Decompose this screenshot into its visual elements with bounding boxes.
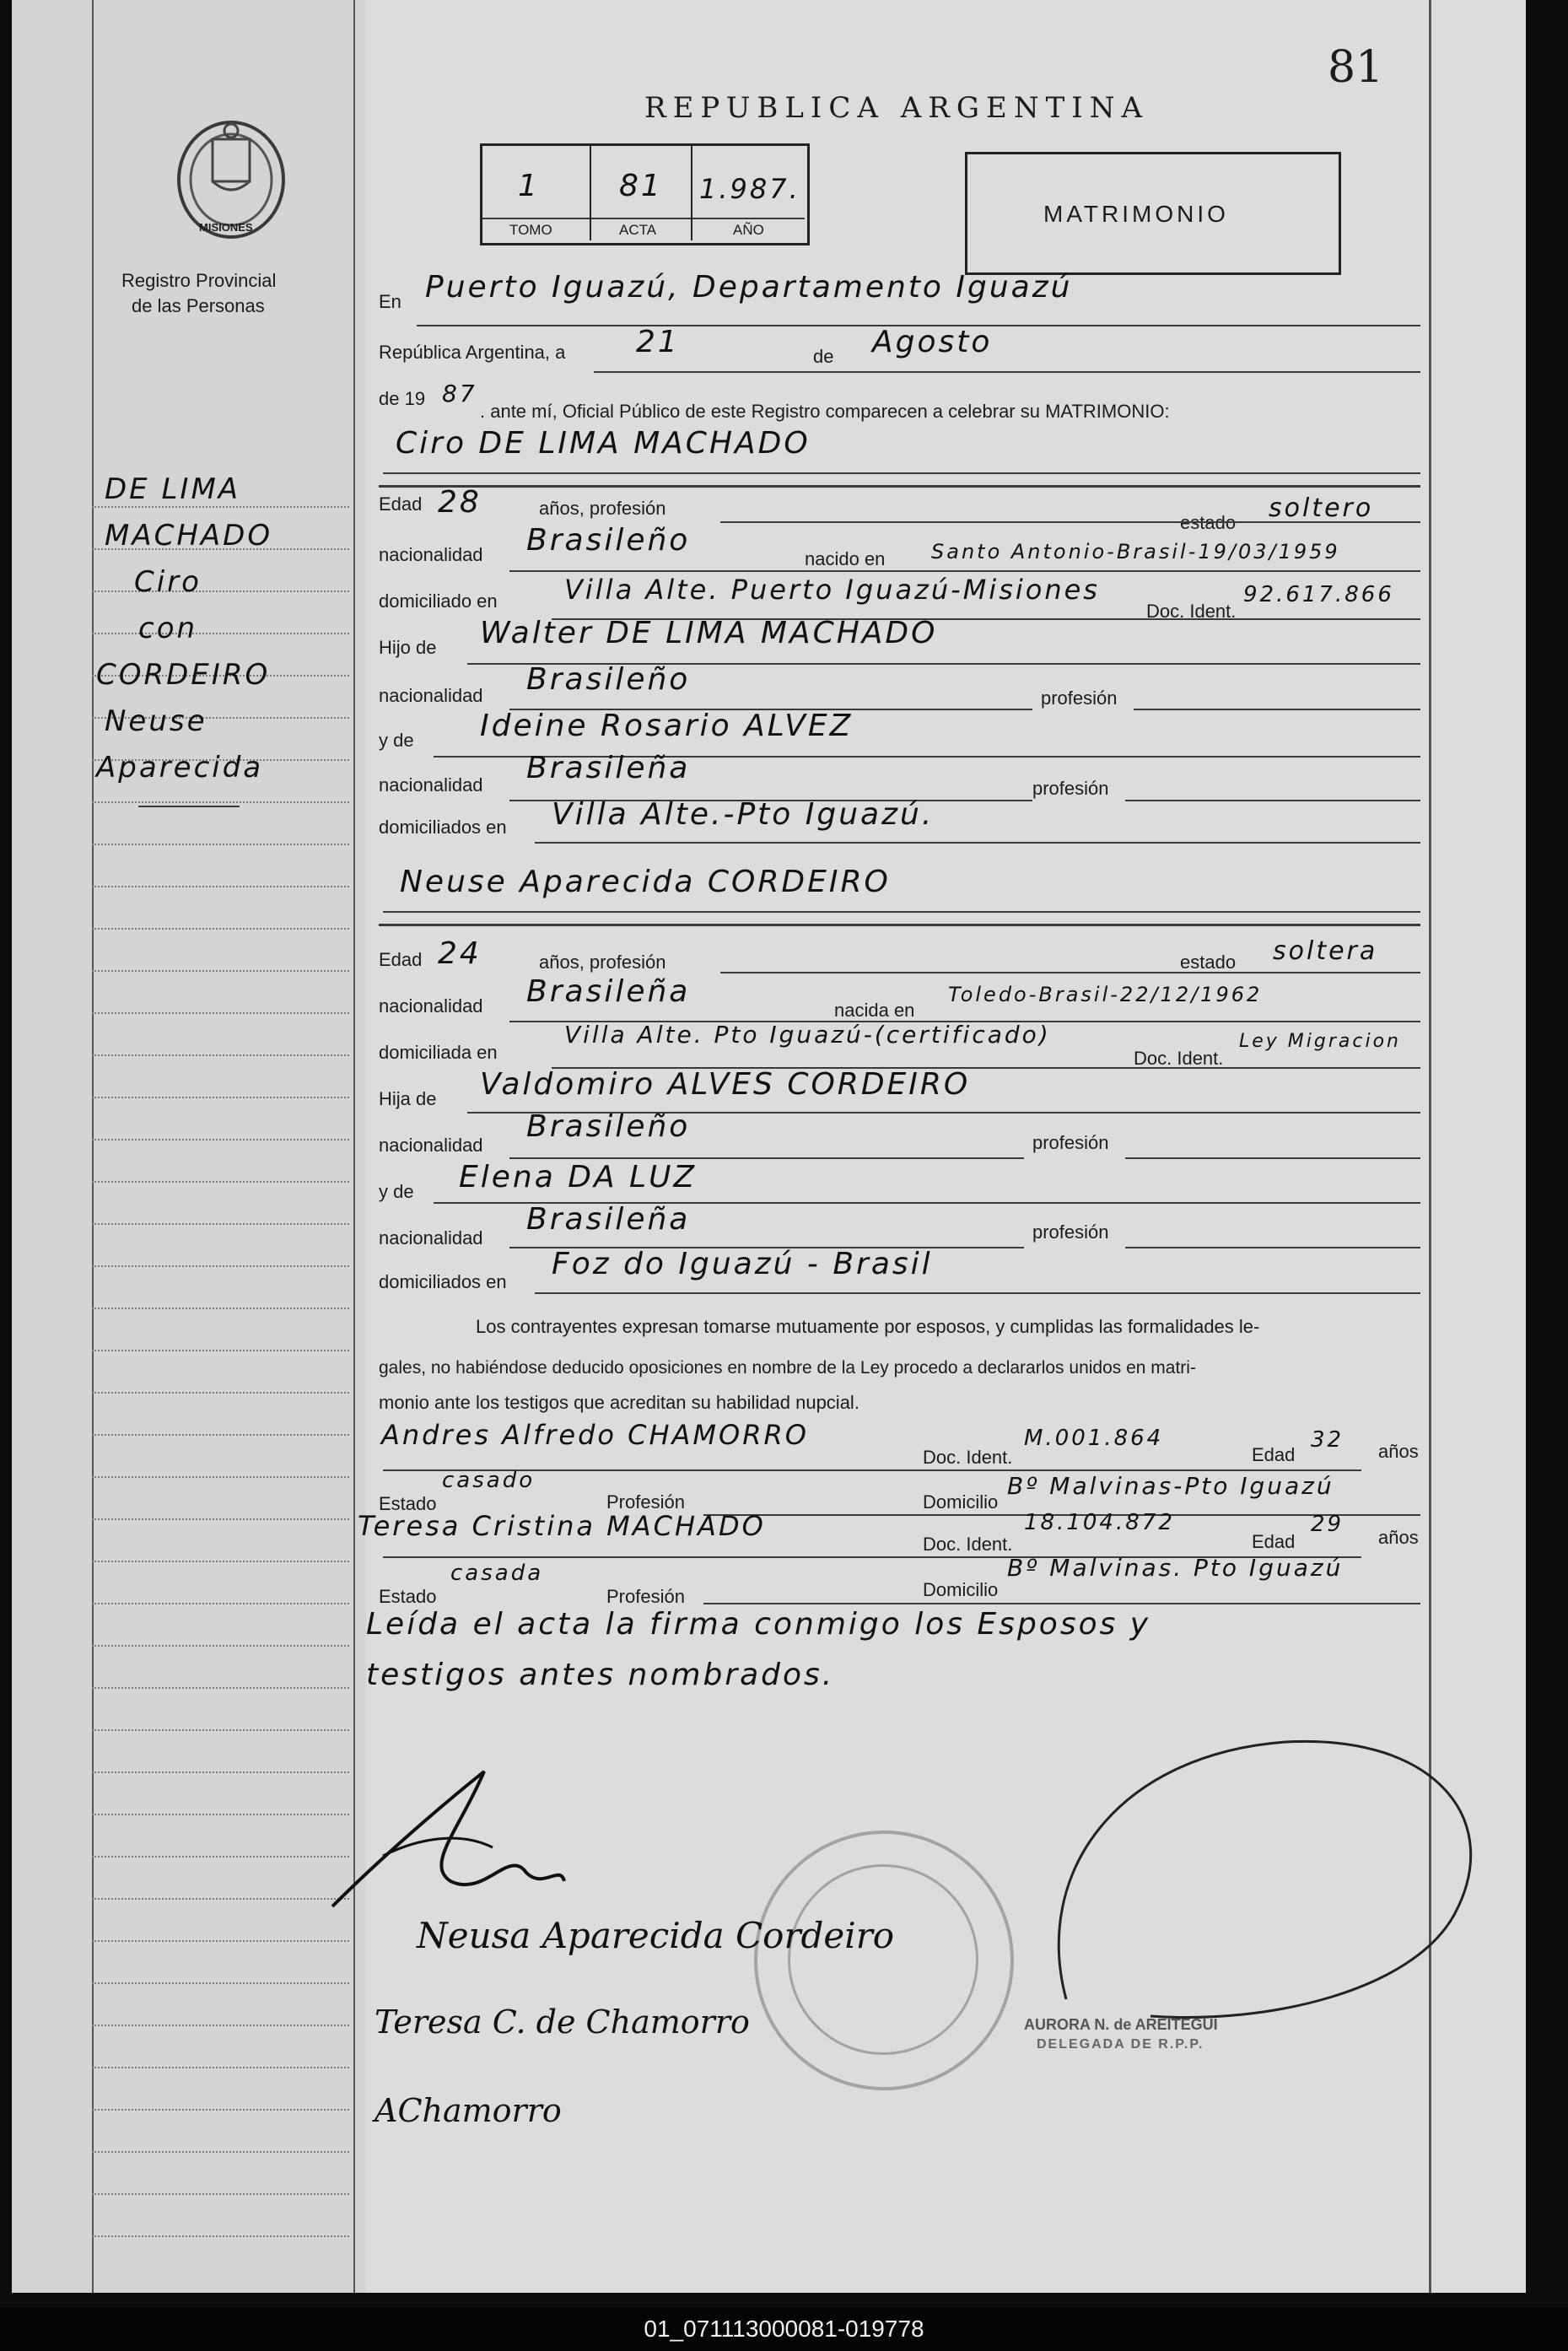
margin-dotted-line	[92, 801, 349, 803]
groom-father-prof-label: profesión	[1041, 688, 1118, 709]
witness1-age: 32	[1311, 1427, 1344, 1453]
margin-note-line: con	[138, 612, 198, 645]
margin-dotted-line	[92, 633, 349, 634]
section-divider	[379, 485, 1420, 488]
bride-nationality: Brasileña	[526, 974, 691, 1009]
date-rule	[594, 371, 1420, 373]
margin-dotted-line	[92, 1392, 349, 1394]
large-signature-loop	[1016, 1721, 1513, 2041]
rule	[720, 521, 1420, 523]
bride-father-nat-label: nacionalidad	[379, 1135, 483, 1156]
day-value: 21	[636, 325, 680, 359]
bride-mother-prof-label: profesión	[1032, 1221, 1109, 1243]
register-page	[12, 0, 1526, 2293]
witness1-doc: M.001.864	[1024, 1426, 1164, 1451]
witness1-estado-label: Estado	[379, 1493, 437, 1514]
witness2-prof-label: Profesión	[606, 1586, 685, 1607]
margin-dotted-line	[92, 506, 349, 508]
rule	[535, 1292, 1420, 1294]
declaration-line2: gales, no habiéndose deducido oposiciones en nombre de la Ley procedo a declararlos unidos en matri-	[379, 1358, 1196, 1378]
bride-profesion-label: años, profesión	[539, 952, 666, 973]
page-number: 81	[1328, 42, 1384, 93]
de-label: de	[813, 346, 834, 367]
rule	[509, 570, 1420, 572]
witness2-domicilio: Bº Malvinas. Pto Iguazú	[1007, 1554, 1344, 1582]
margin-dotted-line	[92, 2025, 349, 2026]
witness1-estado: casado	[442, 1468, 536, 1493]
margin-note-line: CORDEIRO	[96, 658, 271, 692]
margin-note-line: Neuse	[105, 704, 207, 738]
bride-father-nat: Brasileño	[526, 1109, 691, 1144]
bride-born: Toledo-Brasil-22/12/1962	[948, 983, 1263, 1006]
margin-dotted-line	[92, 1603, 349, 1604]
clerk-signature: AChamorro	[374, 2092, 562, 2129]
witness1-domicilio: Bº Malvinas-Pto Iguazú	[1007, 1472, 1334, 1500]
margin-dotted-line	[92, 1561, 349, 1562]
margin-dotted-line	[92, 1054, 349, 1056]
bride-signature: Neusa Aparecida Cordeiro	[417, 1915, 895, 1956]
margin-dotted-line	[92, 1350, 349, 1351]
bride-name-rule	[383, 911, 1420, 913]
groom-yde-label: y de	[379, 730, 414, 751]
rule	[509, 1157, 1024, 1159]
bride-hija-label: Hija de	[379, 1088, 437, 1109]
bride-parents-dom-label: domiciliados en	[379, 1271, 507, 1292]
rule	[1125, 1157, 1420, 1159]
rule	[1125, 1247, 1420, 1248]
register-box-divider	[482, 218, 805, 219]
bride-yde-label: y de	[379, 1181, 414, 1202]
witness1-edad-label: Edad	[1252, 1444, 1296, 1465]
margin-dotted-line	[92, 1012, 349, 1014]
groom-doc: 92.617.866	[1243, 582, 1394, 607]
margin-dotted-line	[92, 1940, 349, 1942]
margin-dotted-line	[92, 590, 349, 592]
bride-parents-domicile: Foz do Iguazú - Brasil	[552, 1247, 933, 1281]
margin-dotted-line	[92, 1181, 349, 1183]
rule	[1125, 800, 1420, 801]
bride-father-prof-label: profesión	[1032, 1132, 1109, 1153]
ano-label: AÑO	[733, 222, 764, 238]
groom-dom-label: domiciliado en	[379, 590, 498, 612]
tomo-value: 1	[518, 169, 540, 203]
witness2-dom-label: Domicilio	[923, 1579, 999, 1600]
margin-column	[12, 0, 366, 2293]
margin-note-line: DE LIMA	[105, 472, 241, 506]
margin-dotted-line	[92, 2067, 349, 2068]
margin-dotted-line	[92, 1645, 349, 1647]
groom-domicile: Villa Alte. Puerto Iguazú-Misiones	[564, 574, 1100, 606]
margin-dotted-line	[92, 1982, 349, 1984]
groom-parents-dom-label: domiciliados en	[379, 817, 507, 838]
bride-domicile: Villa Alte. Pto Iguazú-(certificado)	[564, 1021, 1051, 1049]
margin-dotted-line	[92, 1434, 349, 1436]
witness2-estado: casada	[450, 1561, 544, 1586]
margin-rule-left	[92, 0, 94, 2293]
closing-line2: testigos antes nombrados.	[366, 1658, 835, 1692]
witness2-edad-label: Edad	[1252, 1531, 1296, 1552]
rule	[535, 842, 1420, 844]
margin-dotted-line	[92, 1518, 349, 1520]
place-value: Puerto Iguazú, Departamento Iguazú	[425, 270, 1073, 305]
circular-stamp-inner	[788, 1864, 978, 2055]
witness2-name: Teresa Cristina MACHADO	[358, 1510, 766, 1542]
margin-dotted-line	[92, 1814, 349, 1815]
tomo-label: TOMO	[509, 222, 552, 238]
acta-value: 81	[619, 169, 663, 203]
groom-signature	[315, 1755, 568, 1923]
groom-age: 28	[438, 485, 482, 520]
margin-dotted-line	[92, 928, 349, 930]
witness2-age: 29	[1311, 1512, 1344, 1537]
rule	[720, 972, 1420, 973]
ano-value: 1.987.	[699, 173, 800, 205]
bride-estado-label: estado	[1180, 952, 1237, 973]
official-stamp-line1: AURORA N. de AREITEGUI	[1024, 2016, 1218, 2033]
groom-born: Santo Antonio-Brasil-19/03/1959	[931, 540, 1340, 563]
bride-mother-nat-label: nacionalidad	[379, 1227, 483, 1248]
witness2-estado-label: Estado	[379, 1586, 437, 1607]
acta-label: ACTA	[619, 222, 657, 238]
bride-mother-nat: Brasileña	[526, 1202, 691, 1237]
witness2-anos-label: años	[1378, 1527, 1419, 1548]
year-suffix: 87	[442, 380, 477, 407]
groom-nat-label: nacionalidad	[379, 544, 483, 565]
groom-born-label: nacido en	[805, 548, 886, 569]
bride-born-label: nacida en	[834, 1000, 915, 1021]
margin-dotted-line	[92, 1139, 349, 1140]
margin-dotted-line	[92, 1856, 349, 1858]
bride-name: Neuse Aparecida CORDEIRO	[400, 865, 891, 899]
bride-estado: soltera	[1273, 936, 1378, 966]
register-col-divider	[590, 146, 591, 240]
office-line2: de las Personas	[132, 295, 265, 316]
margin-dotted-line	[92, 1729, 349, 1731]
register-col-divider	[691, 146, 692, 240]
office-line1: Registro Provincial	[121, 270, 277, 291]
bride-doc-label: Doc. Ident.	[1134, 1048, 1224, 1069]
groom-mother-nat-label: nacionalidad	[379, 774, 483, 795]
margin-dotted-line	[92, 844, 349, 845]
margin-dotted-line	[92, 1687, 349, 1689]
bride-mother: Elena DA LUZ	[459, 1160, 698, 1194]
country-heading: REPUBLICA ARGENTINA	[644, 91, 1150, 125]
groom-mother-nat: Brasileña	[526, 751, 691, 785]
groom-name: Ciro DE LIMA MACHADO	[396, 426, 811, 461]
bride-nat-label: nacionalidad	[379, 995, 483, 1016]
groom-father-nat-label: nacionalidad	[379, 685, 483, 706]
margin-dotted-line	[92, 1476, 349, 1478]
margin-note-underline	[138, 806, 240, 807]
official-stamp-line2: DELEGADA DE R.P.P.	[1037, 2037, 1204, 2052]
margin-dotted-line	[92, 970, 349, 972]
witness2-doc-label: Doc. Ident.	[923, 1534, 1013, 1555]
witness1-name: Andres Alfredo CHAMORRO	[381, 1419, 809, 1451]
groom-nationality: Brasileño	[526, 523, 691, 558]
intro-statement: . ante mí, Oficial Público de este Registro comparecen a celebrar su MATRIMONIO:	[480, 401, 1170, 422]
margin-dotted-line	[92, 1308, 349, 1309]
margin-dotted-line	[92, 1771, 349, 1773]
bride-father: Valdomiro ALVES CORDEIRO	[480, 1067, 971, 1102]
republica-label: República Argentina, a	[379, 342, 566, 363]
witness1-doc-label: Doc. Ident.	[923, 1447, 1013, 1468]
bride-doc: Ley Migracion	[1239, 1031, 1402, 1052]
bride-age: 24	[438, 936, 482, 971]
margin-note-line: MACHADO	[105, 519, 273, 553]
image-id: 01_071113000081-019778	[644, 2316, 924, 2342]
footer-bar	[0, 2307, 1568, 2351]
bride-dom-label: domiciliada en	[379, 1042, 498, 1063]
witness1-dom-label: Domicilio	[923, 1491, 999, 1513]
margin-dotted-line	[92, 1265, 349, 1267]
margin-dotted-line	[92, 1097, 349, 1098]
groom-profesion-label: años, profesión	[539, 498, 666, 519]
declaration-line3: monio ante los testigos que acreditan su habilidad nupcial.	[379, 1392, 859, 1413]
margin-note-line: Aparecida	[96, 751, 264, 785]
declaration-line1: Los contrayentes expresan tomarse mutuamente por esposos, y cumplidas las formalidades le-	[476, 1316, 1260, 1337]
witness1-prof-label: Profesión	[606, 1491, 685, 1513]
margin-dotted-line	[92, 886, 349, 887]
witness-signature: Teresa C. de Chamorro	[374, 2003, 750, 2041]
bride-edad-label: Edad	[379, 949, 423, 970]
groom-father-nat: Brasileño	[526, 662, 691, 697]
groom-parents-domicile: Villa Alte.-Pto Iguazú.	[552, 797, 935, 832]
groom-doc-label: Doc. Ident.	[1146, 601, 1237, 622]
record-type: MATRIMONIO	[1043, 201, 1229, 227]
section-divider	[379, 924, 1420, 926]
month-value: Agosto	[872, 325, 993, 359]
groom-father: Walter DE LIMA MACHADO	[480, 616, 938, 650]
groom-edad-label: Edad	[379, 493, 423, 515]
year-prefix: de 19	[379, 388, 426, 409]
margin-dotted-line	[92, 2193, 349, 2195]
groom-estado-label: estado	[1180, 512, 1237, 533]
groom-name-rule	[383, 472, 1420, 474]
margin-dotted-line	[92, 1898, 349, 1900]
witness1-anos-label: años	[1378, 1441, 1419, 1462]
margin-dotted-line	[92, 2235, 349, 2237]
margin-dotted-line	[92, 2151, 349, 2153]
groom-mother-prof-label: profesión	[1032, 778, 1109, 799]
groom-estado: soltero	[1269, 493, 1374, 523]
margin-note-line: Ciro	[134, 565, 202, 599]
margin-rule-right	[353, 0, 355, 2293]
margin-dotted-line	[92, 1223, 349, 1225]
groom-mother: Ideine Rosario ALVEZ	[480, 709, 854, 743]
witness2-doc: 18.104.872	[1024, 1510, 1175, 1535]
closing-line1: Leída el acta la firma conmigo los Esposos y	[366, 1607, 1151, 1642]
rule	[703, 1603, 1420, 1604]
rule	[1134, 709, 1420, 710]
en-label: En	[379, 291, 401, 312]
margin-dotted-line	[92, 2109, 349, 2111]
groom-hijo-label: Hijo de	[379, 637, 437, 658]
seal-text: MISIONES	[199, 221, 253, 234]
